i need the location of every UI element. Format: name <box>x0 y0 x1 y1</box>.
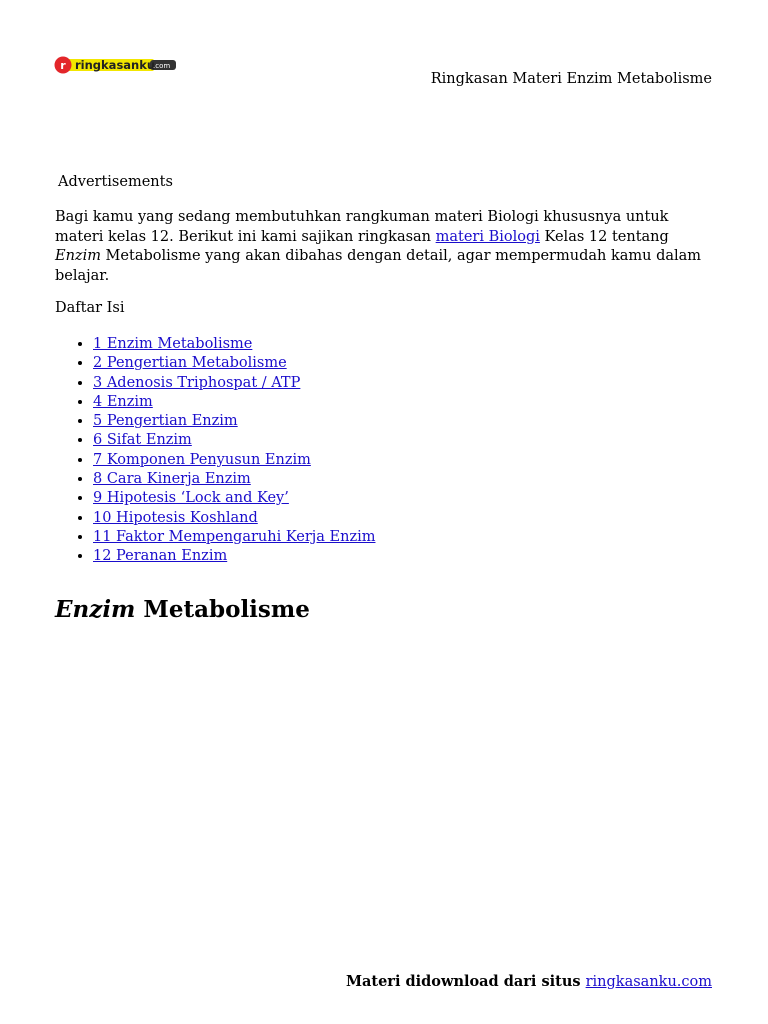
intro-text-2: Kelas 12 tentang <box>539 228 669 245</box>
toc-link-11[interactable]: 11 Faktor Mempengaruhi Kerja Enzim <box>93 528 376 545</box>
section-heading <box>55 595 310 625</box>
toc-link-1[interactable]: 1 Enzim Metabolisme <box>93 336 253 352</box>
section-heading-italic: Enzim <box>55 596 136 623</box>
toc-item <box>93 470 375 489</box>
toc-item <box>93 451 375 470</box>
toc-item <box>93 354 375 373</box>
footer-site-link[interactable]: ringkasanku.com <box>585 974 712 990</box>
toc-title: Daftar Isi <box>55 300 125 316</box>
intro-text-3: Metabolisme yang akan dibahas dengan detail, agar mempermudah kamu dalam belajar. <box>55 248 702 284</box>
toc-link-7[interactable]: 7 Komponen Penyusun Enzim <box>93 451 311 468</box>
toc-link-8[interactable]: 8 Cara Kinerja Enzim <box>93 471 251 488</box>
toc-item <box>93 431 375 450</box>
toc-link-5[interactable]: 5 Pengertian Enzim <box>93 413 238 430</box>
toc-item <box>93 528 375 547</box>
toc-link-12[interactable]: 12 Peranan Enzim <box>93 548 228 565</box>
section-heading-rest: Metabolisme <box>135 596 310 623</box>
intro-emphasis: Enzim <box>55 248 101 264</box>
footer-label: Materi didownload dari situs <box>345 973 586 990</box>
intro-paragraph <box>55 208 715 286</box>
toc-item <box>93 374 375 393</box>
toc-item <box>93 509 375 528</box>
toc-link-9[interactable]: 9 Hipotesis ‘Lock and Key’ <box>93 490 289 507</box>
toc-link-3[interactable]: 3 Adenosis Triphospat / ATP <box>93 374 301 391</box>
toc-item <box>93 489 375 508</box>
toc-link-4[interactable]: 4 Enzim <box>93 393 153 410</box>
toc-link-2[interactable]: 2 Pengertian Metabolisme <box>93 355 287 372</box>
toc-item <box>93 412 375 431</box>
toc-list <box>55 335 375 567</box>
logo-suffix: .com <box>153 62 171 70</box>
toc-link-6[interactable]: 6 Sifat Enzim <box>93 432 192 449</box>
site-logo <box>54 56 178 74</box>
intro-text-1: Bagi kamu yang sedang membutuhkan rangkuman materi Biologi khususnya untuk materi kelas 12. Berikut ini kami sajikan ringkasan <box>55 209 669 245</box>
header-title: Ringkasan Materi Enzim Metabolisme <box>430 71 712 87</box>
footer <box>346 973 712 991</box>
logo-text: ringkasanku <box>75 58 156 72</box>
toc-item <box>93 335 375 354</box>
materi-biologi-link[interactable]: materi Biologi <box>435 228 540 245</box>
logo-r-glyph: r <box>60 59 66 72</box>
toc-item <box>93 547 375 566</box>
advertisements-label: Advertisements <box>58 174 173 190</box>
toc-link-10[interactable]: 10 Hipotesis Koshland <box>93 509 258 526</box>
toc-item <box>93 393 375 412</box>
